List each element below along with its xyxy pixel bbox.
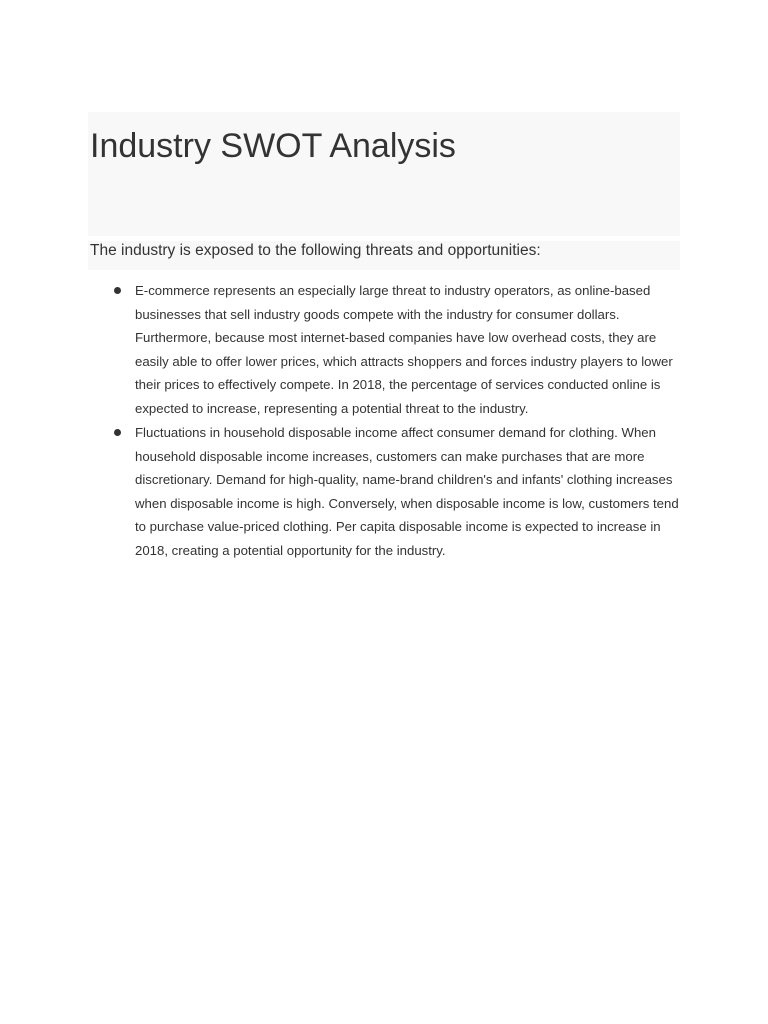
page-title: Industry SWOT Analysis: [90, 127, 456, 165]
intro-section: [88, 241, 680, 270]
list-item-text: E-commerce represents an especially large threat to industry operators, as online-based businesses that sell industry goods compete with the industry for consumer dollars. Furthermore, because most internet-based companies have low overhead costs, they are easily able to offer lower prices, which attracts shoppers and forces industry players to lower their prices to effectively compete. In 2018, the percentage of services conducted online is expected to increase, representing a potential threat to the industry.: [135, 283, 673, 416]
list-item: [108, 279, 684, 420]
intro-text: The industry is exposed to the following threats and opportunities:: [90, 242, 541, 259]
bullet-list: [108, 279, 684, 563]
title-section: [88, 112, 680, 236]
bullet-icon: [114, 429, 121, 436]
list-item-text: Fluctuations in household disposable income affect consumer demand for clothing. When household disposable income increases, customers can make purchases that are more discretionary. Demand for high-quality, name-brand children's and infants' clothing increases when disposable income is high. Conversely, when disposable income is low, customers tend to purchase value-priced clothing. Per capita disposable income is expected to increase in 2018, creating a potential opportunity for the industry.: [135, 425, 679, 558]
list-item: [108, 421, 684, 562]
bullet-icon: [114, 287, 121, 294]
